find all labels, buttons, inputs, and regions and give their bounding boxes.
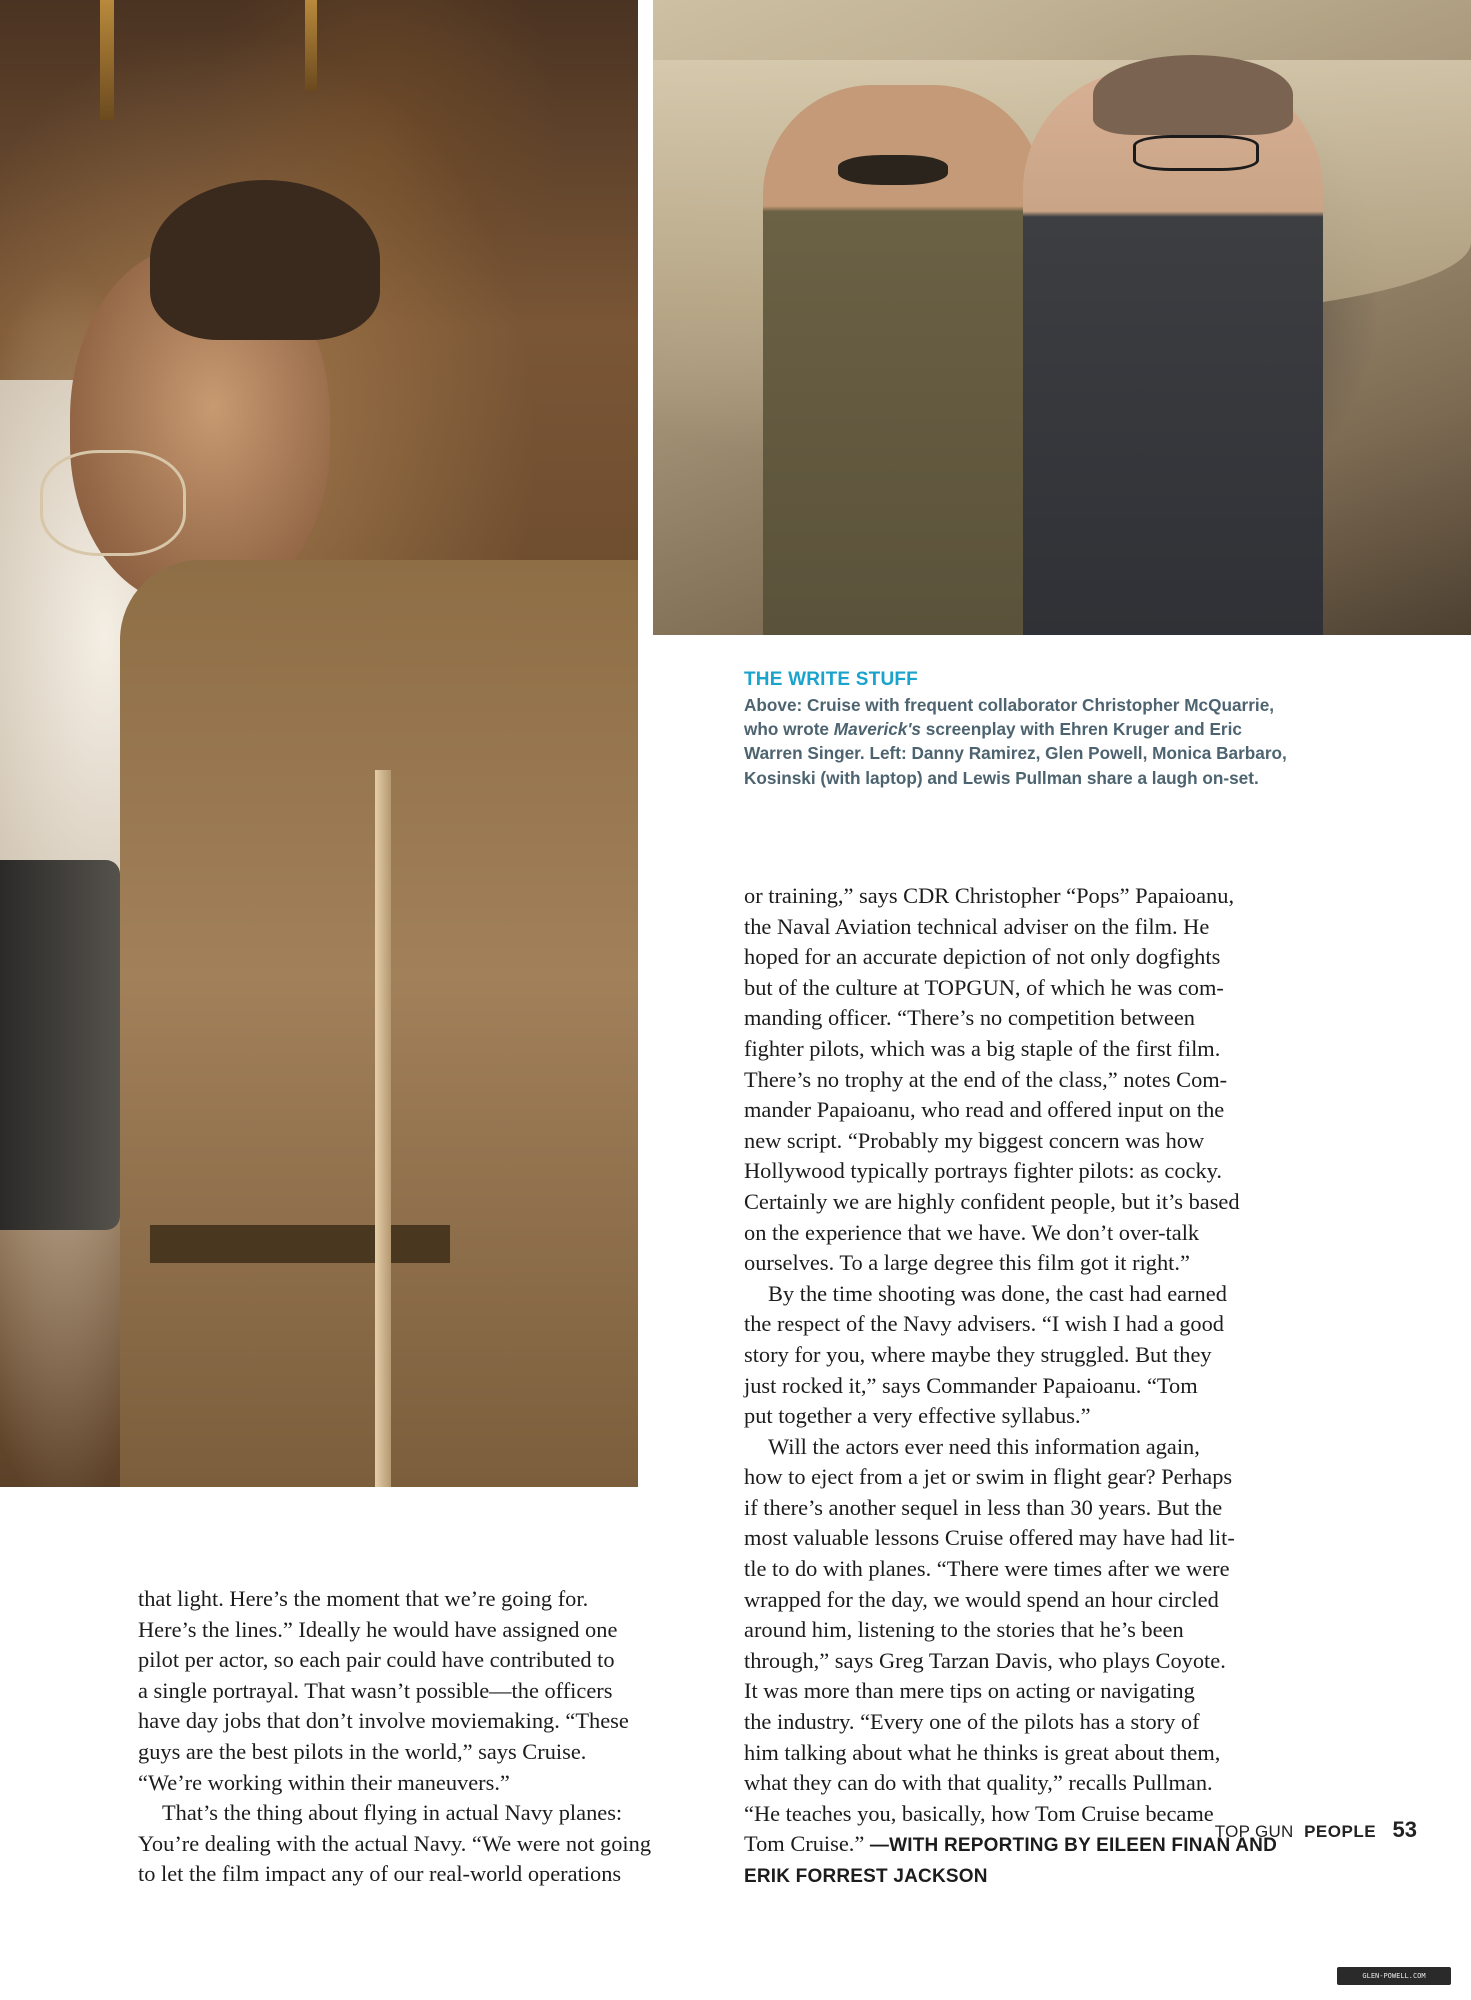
article-line: mander Papaioanu, who read and offered input on the — [744, 1097, 1225, 1123]
article-line: if there’s another sequel in less than 30 years. But the — [744, 1494, 1223, 1520]
caption-text: screenplay with Ehren Kruger and Eric — [921, 719, 1242, 740]
footer-magazine-name: PEOPLE — [1304, 1822, 1377, 1841]
article-line: the respect of the Navy advisers. “I wish I had a good — [744, 1311, 1224, 1337]
article-line-text: Tom Cruise.” — [744, 1831, 870, 1857]
article-line: put together a very effective syllabus.” — [744, 1403, 1091, 1429]
caption-line — [744, 717, 1384, 741]
article-line: manding officer. “There’s no competition between — [744, 1005, 1195, 1031]
article-line: guys are the best pilots in the world,” says Cruise. — [138, 1738, 587, 1764]
article-line: him talking about what he thinks is great about them, — [744, 1739, 1221, 1765]
article-line: Certainly we are highly confident people, but it’s based — [744, 1188, 1240, 1214]
article-line: story for you, where maybe they struggled. But they — [744, 1341, 1212, 1367]
article-line: what they can do with that quality,” recalls Pullman. — [744, 1770, 1213, 1796]
article-line: “He teaches you, basically, how Tom Cruise became — [744, 1800, 1214, 1826]
pointer-stick — [375, 770, 391, 1487]
caption-body — [744, 693, 1384, 790]
article-line: hoped for an accurate depiction of not only dogfights — [744, 944, 1221, 970]
article-line: “We’re working within their maneuvers.” — [138, 1769, 510, 1795]
caption-line: Kosinski (with laptop) and Lewis Pullman share a laugh on-set. — [744, 767, 1259, 788]
glasses — [1133, 135, 1259, 171]
article-line: By the time shooting was done, the cast had earned — [768, 1280, 1227, 1306]
article-line: that light. Here’s the moment that we’re going for. — [138, 1586, 589, 1611]
light-chain — [305, 0, 317, 90]
photo-cruise-mcquarrie — [653, 0, 1471, 635]
page-number: 53 — [1392, 1817, 1417, 1842]
caption-line: Above: Cruise with frequent collaborator Christopher McQuarrie, — [744, 695, 1275, 715]
article-line: That’s the thing about flying in actual Navy planes: — [162, 1800, 623, 1826]
sunglasses — [838, 155, 948, 185]
article-line: but of the culture at TOPGUN, of which he was com- — [744, 974, 1224, 1000]
article-line: how to eject from a jet or swim in flight gear? Perhaps — [744, 1464, 1233, 1490]
article-line: around him, listening to the stories that he’s been — [744, 1617, 1184, 1643]
article-column-left — [138, 1584, 651, 1890]
article-line: Hollywood typically portrays fighter pilots: as cocky. — [744, 1158, 1222, 1184]
laptop — [0, 860, 120, 1230]
light-chain — [100, 0, 114, 120]
article-line: most valuable lessons Cruise offered may have had lit- — [744, 1525, 1235, 1551]
watermark: GLEN-POWELL.COM — [1337, 1967, 1451, 1985]
article-line: the industry. “Every one of the pilots has a story of — [744, 1709, 1200, 1735]
caption-italic-title: Maverick's — [833, 719, 921, 740]
reporting-credit: —WITH REPORTING BY EILEEN FINAN AND — [869, 1835, 1277, 1857]
reporting-credit: ERIK FORREST JACKSON — [744, 1866, 988, 1887]
article-column-right — [744, 881, 1277, 1893]
article-line: tle to do with planes. “There were times after we were — [744, 1556, 1230, 1582]
photo-on-set-laugh — [0, 0, 638, 1487]
article-line: wrapped for the day, we would spend an hour circled — [744, 1586, 1219, 1612]
article-line: just rocked it,” says Commander Papaioanu. “Tom — [744, 1372, 1198, 1398]
cowboy-hat — [1093, 55, 1293, 135]
caption-title: THE WRITE STUFF — [744, 669, 918, 690]
article-line: pilot per actor, so each pair could have contributed to — [138, 1647, 615, 1673]
footer-section: TOP GUN — [1214, 1822, 1294, 1841]
article-line: a single portrayal. That wasn’t possible—the officers — [138, 1677, 613, 1703]
article-line: through,” says Greg Tarzan Davis, who plays Coyote. — [744, 1647, 1226, 1673]
caption-text: who wrote — [744, 719, 834, 740]
article-line: Here’s the lines.” Ideally he would have assigned one — [138, 1616, 618, 1642]
belt — [150, 1225, 450, 1263]
article-line: It was more than mere tips on acting or navigating — [744, 1678, 1195, 1704]
article-line: You’re dealing with the actual Navy. “We were not going — [138, 1830, 652, 1856]
article-line: to let the film impact any of our real-world operations — [138, 1861, 622, 1887]
figure-hair — [150, 180, 380, 340]
article-line: the Naval Aviation technical adviser on the film. He — [744, 913, 1210, 939]
caption-line: Warren Singer. Left: Danny Ramirez, Glen Powell, Monica Barbaro, — [744, 743, 1287, 764]
photo-caption — [744, 667, 1384, 790]
article-line: have day jobs that don’t involve moviemaking. “These — [138, 1708, 629, 1734]
article-line: There’s no trophy at the end of the class,” notes Com- — [744, 1066, 1228, 1092]
article-line — [744, 1829, 1277, 1862]
page-footer — [1215, 1817, 1417, 1843]
glasses — [40, 450, 186, 556]
article-line: Will the actors ever need this information again, — [768, 1433, 1200, 1459]
article-line: new script. “Probably my biggest concern was how — [744, 1127, 1205, 1153]
article-line: fighter pilots, which was a big staple of the first film. — [744, 1035, 1221, 1061]
article-line: on the experience that we have. We don’t over-talk — [744, 1219, 1200, 1245]
article-line: ourselves. To a large degree this film got it right.” — [744, 1250, 1190, 1276]
article-line: or training,” says CDR Christopher “Pops” Papaioanu, — [744, 883, 1235, 908]
